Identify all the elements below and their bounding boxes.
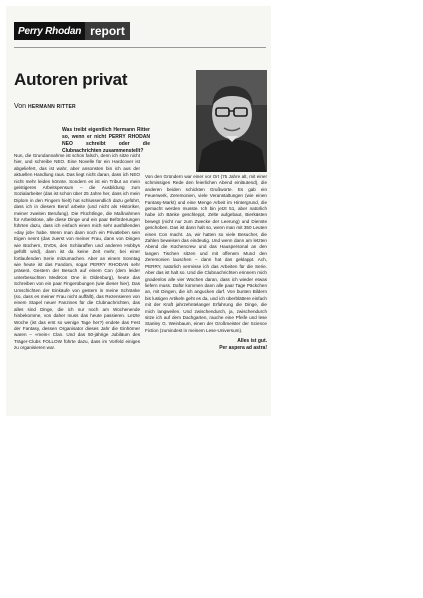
portrait-image	[196, 70, 267, 172]
section-header	[14, 22, 130, 40]
section-label: report	[85, 22, 130, 40]
signoff-line-1: Alles ist gut.	[237, 338, 267, 345]
article-column-left	[14, 153, 140, 352]
byline	[14, 103, 76, 110]
author-photo	[196, 70, 267, 172]
signoff-line-2: Per aspera ad astra!	[219, 345, 267, 352]
article-lead: Was treibt eigentlich Hermann Ritter so, wenn er nicht PERRY RHODAN NEO schreibt oder die Clubnachrichten zusammenstellt?	[62, 127, 150, 154]
brand-logo: Perry Rhodan	[14, 22, 85, 40]
article-title: Autoren privat	[14, 70, 128, 89]
column-right-text: Von den Gründern war einer vor Ort (75 Jahre alt, mit einer schmissigen Rede den feierlichen Abend einläutend), die anderen beiden schickten Grußworte. Es gab ein Feuerwerk, Zeremonien, viele Veranstaltungen (wie einen Fantasy-Markt) und eine Menge Arbeit im Hintergrund, die gemacht werden musste. Ich bin jetzt 51, aber natürlich habe ich Bänke geschleppt, Zelte aufgebaut, Bierkästen bewegt (nicht nur zum Zwecke der Leerung) und Dienste geschoben. Das ist dann halt so, wenn man mit 350 Leuten einen Con macht. Ja, wir hatten so viele Besucher, die Zahlen beweisen das eindeutig. Und wenn dann am letzten Abend die Küchencrew und das Hauspersonal an den langen Tischen sitzen und mit offenem Mund den Zeremonien lauschen – dann hat das geklappt. Ach, PERRY, natürlich vermisse ich das Arbeiten für die Serie. Aber das ist halt so. Und die Clubnachrichten erinnern mich gnadenlos alle vier Wochen daran, dass ich wieder etwas liefern muss. Dafür kommen dann alle paar Tage Päckchen an, mit Dingen, die ich angucken darf. Von bunten Bildern bis lustigen Artikeln geht es da, und ich überblättere einfach mit der Kraft jahrzehntelanger Erfahrung die Dinge, die mich langweilen. Und zwischendurch, ja, zwischendurch sitze ich auf dem Dachgarten, rauche eine Pfeife und lese Stanley G. Weinbaum, einen der Großmeister der Science Fiction (zumindest in meinem Lese-Universum).	[145, 174, 267, 333]
article-column-right	[145, 174, 267, 352]
byline-prefix: Von	[14, 103, 27, 110]
column-left-text: Nun, die Grundannahme ist schon falsch, denn ich sitze nicht hier, und schreibe NEO. Eine Novelle für ein Hardcover ist abgeliefert, das ist wahr, aber ansonsten bin ich aus der aktuellen Handlung raus. Das liegt nicht daran, dass ich NEO nicht mehr leiden könnte. Sondern es ist ein Tribut an mein geistigeres Arbeitspensum – die Ausbildung zum Sozialarbeiter (das ist schon über 25 Jahre her, dass ich mein Diplom in den Fingern hielt) hat schlussendlich dazu geführt, dass ich in diesem Beruf arbeite (und nicht als Historiker, meiner zweiten Berufung). Die Flüchtlinge, die Maßnahmen für Arbeitslose, alle diese Dinge und ein paar Beförderungen führten dazu, dass ich einfach einen mich sehr ausfüllenden »day job« habe. Wenn man dann noch ein Privatleben sein Eigen nennt (das zuerst von meiner Frau, dann von Dingen wie Büchern, DVDs, den Schlaraffen und anderen Hobbys gefüllt wird), dann ist da keine Zeit mehr, bei einer fortlaufenden Serie mitzumachen. Aber an einem Sonntag wie heute ist das Fandom, sogar PERRY RHODAN sehr präsent. Gestern der Besuch auf einem Con (dem leider unterbesuchten MediKon One in Oldenburg), heute das Schreiben von ein paar Fingerübungen (wie dieser hier). Das Umschichten der Einkäufe von gestern in meine Schränke (so, dass es meiner Frau nicht auffällt), das Rezensieren von einem Stapel neuer Fanzines für die Clubnachrichten, das alles sind Dinge, die ich nur noch am Wochenende hinbekomme, von daher muss das heute passieren. Letzte Woche (ist das erst so wenige Tage her?) endete das Fest der Fantasy, dessen Organisator dieses Jahr die Einhörner waren – »mein« Clan. Und das 50-jährige Jubiläum des Träger-Clubs FOLLOW führte dazu, dass im Vorfeld einiges zu organisieren war.	[14, 153, 140, 351]
header-rule	[14, 47, 266, 48]
signoff	[145, 338, 267, 352]
author-name: HERMANN RITTER	[28, 104, 76, 110]
